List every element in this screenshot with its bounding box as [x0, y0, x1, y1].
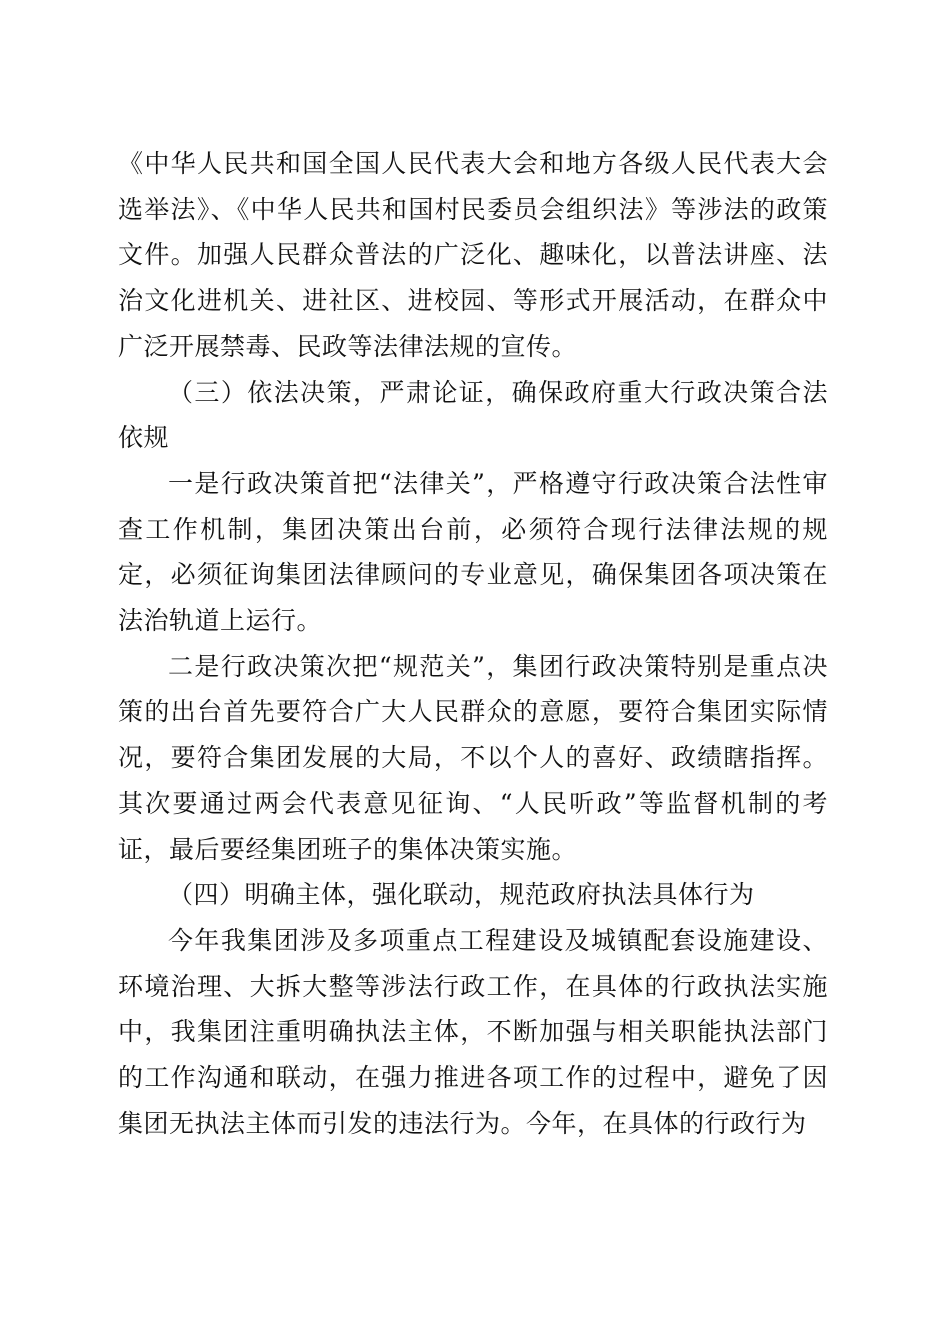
section-heading-three: （三）依法决策，严肃论证，确保政府重大行政决策合法依规 [118, 377, 828, 453]
paragraph-legal-check: 一是行政决策首把“法律关”，严格遵守行政决策合法性审查工作机制，集团决策出台前，必须符合现行法律法规的规定，必须征询集团法律顾问的专业意见，确保集团各项决策在法治轨道上运行。 [118, 468, 828, 636]
paragraph-standard-check: 二是行政决策次把“规范关”，集团行政决策特别是重点决策的出台首先要符合广大人民群众的意愿，要符合集团实际情况，要符合集团发展的大局，不以个人的喜好、政绩瞎指挥。其次要通过两会代表意见征询、“人民听政”等监督机制的考证，最后要经集团班子的集体决策实施。 [118, 651, 828, 864]
paragraph-continuation: 《中华人民共和国全国人民代表大会和地方各级人民代表大会选举法》、《中华人民共和国村民委员会组织法》等涉法的政策文件。加强人民群众普法的广泛化、趣味化，以普法讲座、法治文化进机关、进社区、进校园、等形式开展活动，在群众中广泛开展禁毒、民政等法律法规的宣传。 [118, 149, 828, 361]
section-heading-four: （四）明确主体，强化联动，规范政府执法具体行为 [168, 880, 755, 910]
document-body [118, 141, 828, 1146]
paragraph-enforcement: 今年我集团涉及多项重点工程建设及城镇配套设施建设、环境治理、大拆大整等涉法行政工作，在具体的行政执法实施中，我集团注重明确执法主体，不断加强与相关职能执法部门的工作沟通和联动，在强力推进各项工作的过程中，避免了因集团无执法主体而引发的违法行为。今年，在具体的行政行为 [118, 925, 828, 1138]
